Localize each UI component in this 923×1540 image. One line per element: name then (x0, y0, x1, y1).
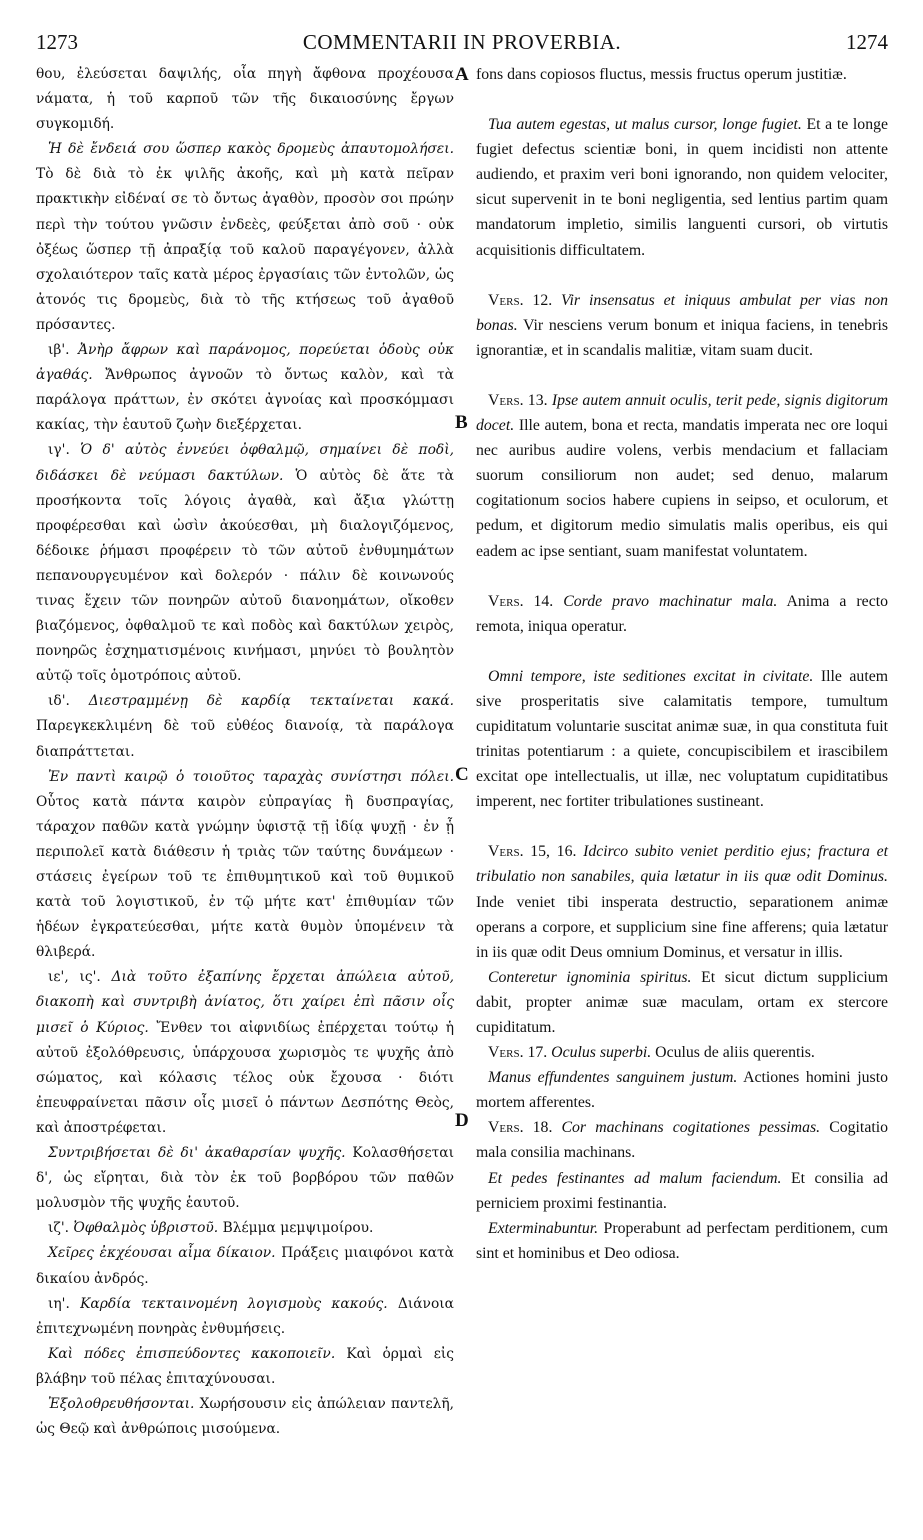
latin-text: Et sicut dictum supplicium dabit, propter animæ suæ maculam, ortam ex stercore cupiditatum. (476, 968, 888, 1036)
verse-label: Vers. 14. (488, 592, 554, 610)
greek-column (36, 62, 454, 1442)
greek-text: Ἄνθρωπος ἀγνοῶν τὸ ὄντως καλὸν, καὶ τὰ παράλογα πράττων, ἐν σκότει ἀγνοίας καὶ προσκόμμασι κακίας, τὴν ἑαυτοῦ ζωὴν διεξέρχεται. (36, 367, 454, 434)
latin-lemma: Vir insensatus et iniquus ambulat per vias non bonas. (476, 291, 888, 334)
greek-text: Καὶ ὁρμαὶ εἰς βλάβην τοῦ πέλας ἐπιταχύνουσαι. (36, 1345, 454, 1387)
greek-text: Βλέμμα μεμψιμοίρου. (218, 1220, 374, 1237)
verse-number: ιε', ις'. (48, 969, 112, 986)
greek-paragraph (36, 689, 454, 764)
greek-lemma: Ἀνὴρ ἄφρων καὶ παράνομος, πορεύεται ὁδοὺς οὐκ ἀγαθάς. (36, 342, 455, 384)
latin-paragraph (476, 112, 888, 263)
latin-lemma: Omni tempore, iste seditiones excitat in civitate. (488, 667, 814, 685)
latin-lemma: Corde pravo machinatur mala. (553, 592, 778, 610)
latin-paragraph (476, 839, 888, 964)
latin-text: Et consilia ad perniciem proximi festinantia. (476, 1169, 888, 1212)
page-number-right: 1274 (846, 30, 888, 54)
latin-text: Actiones homini justo mortem afferentes. (476, 1069, 888, 1112)
greek-paragraph (36, 765, 454, 966)
latin-lemma: Conteretur ignominia spiritus. (488, 968, 692, 986)
greek-paragraph (36, 62, 454, 137)
greek-paragraph (36, 1392, 454, 1442)
verse-number: ιβ'. (48, 342, 79, 359)
greek-lemma: Ἡ δὲ ἔνδειά σου ὥσπερ κακὸς δρομεὺς ἀπαυτομολήσει. (48, 141, 454, 158)
greek-lemma: Καρδία τεκταινομένη λογισμοὺς κακούς. (80, 1295, 388, 1312)
latin-lemma: Ipse autem annuit oculis, terit pede, signis digitorum docet. (476, 391, 888, 435)
greek-text: θου, ἐλεύσεται δαψιλής, οἷα πηγὴ ἄφθονα προχέουσα νάματα, ἡ τοῦ καρποῦ τῶν τῆς δικαιοσύνης ἔργων συγκομιδή. (36, 66, 454, 133)
page-header (36, 30, 888, 64)
greek-paragraph (36, 438, 454, 689)
greek-lemma: Ὁ δ' αὐτὸς ἐννεύει ὀφθαλμῷ, σημαίνει δὲ ποδὶ, διδάσκει δὲ νεύμασι δακτύλων. (36, 442, 454, 484)
verse-label: Vers. 18. (488, 1119, 553, 1137)
greek-paragraph (36, 137, 454, 338)
verse-number: ιγ'. (48, 442, 81, 459)
latin-paragraph (476, 965, 888, 1040)
greek-lemma: Ἐξολοθρευθήσονται. (48, 1395, 195, 1412)
greek-lemma: Συντριβήσεται δὲ δι' ἀκαθαρσίαν ψυχῆς. (48, 1145, 346, 1162)
latin-paragraph (476, 388, 888, 564)
margin-marker-b: B (455, 412, 468, 433)
verse-number: ιδ'. (48, 693, 89, 710)
latin-lemma: Manus effundentes sanguinem justum. (488, 1069, 738, 1087)
page-number-left: 1273 (36, 30, 78, 54)
greek-paragraph (36, 965, 454, 1141)
greek-lemma: Διεστραμμένῃ δὲ καρδίᾳ τεκταίνεται κακά. (88, 693, 455, 710)
latin-paragraph (476, 589, 888, 639)
margin-marker-c: C (455, 764, 469, 785)
greek-paragraph (36, 338, 454, 438)
latin-text: fons dans copiosos fluctus, messis fructus operum justitiæ. (476, 66, 847, 83)
latin-text: Cogitatio mala consilia machinans. (476, 1119, 889, 1162)
greek-text: Οὗτος κατὰ πάντα καιρὸν εὐπραγίας ἢ δυσπραγίας, τάραχον παθῶν κατὰ γνώμην ὑφιστᾷ τῇ ἰδίᾳ ψυχῇ · ἐν ᾗ περιπολεῖ κατὰ διάθεσιν ἡ τριὰς τῶν ταύτης δυνάμεων · στάσεις ἐγείρων τοῦ τε ἐπιθυμητικοῦ καὶ τοῦ θυμικοῦ κατὰ τοῦ λογιστικοῦ, ἐν τῷ μήτε κατ' ἐπιθυμίαν τῶν ἡδέων ἐγκρατεύεσθαι, μήτε κατὰ θυμὸν ὑπομένειν τὰ θλιβερά. (36, 793, 454, 961)
greek-text: Πράξεις μιαιφόνοι κατὰ δικαίου ἀνδρός. (36, 1245, 454, 1287)
greek-text: Ἔνθεν τοι αἰφνιδίως ἐπέρχεται τούτῳ ἡ αὐτοῦ ἐξολόθρευσις, ὑπάρχουσα χωρισμὸς τε ψυχῆς ἀπὸ σώματος, καὶ κόλασις τέλος οὐκ ἔχουσα · διότι ἐπευφραίνεται πᾶσιν οἷς μισεῖ ὁ πάντων Δεσπότης Θεὸς, καὶ ἀποστρέφεται. (36, 1019, 454, 1136)
greek-text: Κολασθήσεται δ', ὡς εἴρηται, διὰ τὸν ἐκ τοῦ βορβόρου τῶν παθῶν μολυσμὸν τῆς ψυχῆς ἑαυτοῦ. (36, 1145, 454, 1212)
latin-lemma: Oculus superbi. (547, 1044, 652, 1062)
verse-label: Vers. 17. (488, 1044, 548, 1062)
latin-text: Vir nesciens verum bonum et iniqua faciens, in tenebris ignorantiæ, et in scandalis malitiæ, vitam suam ducit. (476, 316, 888, 359)
running-title: COMMENTARII IN PROVERBIA. (302, 30, 622, 54)
latin-lemma: Cor machinans cogitationes pessimas. (552, 1119, 821, 1137)
verse-number: ιζ'. (48, 1220, 74, 1237)
greek-paragraph (36, 1292, 454, 1342)
latin-text: Properabunt ad perfectam perditionem, cum sint et hominibus et Deo odiosa. (476, 1219, 888, 1262)
latin-lemma: Exterminabuntur. (488, 1219, 599, 1237)
greek-lemma: Ἐν παντὶ καιρῷ ὁ τοιοῦτος ταραχὰς συνίστησι πόλει. (48, 768, 454, 785)
greek-lemma: Διὰ τοῦτο ἐξαπίνης ἔρχεται ἀπώλεια αὐτοῦ, διακοπὴ καὶ συντριβὴ ἀνίατος, ὅτι χαίρει ἐπὶ πᾶσιν οἷς μισεῖ ὁ Κύριος. (36, 969, 454, 1036)
latin-paragraph (476, 1166, 888, 1216)
margin-marker-d: D (455, 1110, 469, 1131)
verse-label: Vers. 13. (488, 391, 548, 409)
latin-paragraph (476, 1040, 888, 1065)
greek-paragraph (36, 1342, 454, 1392)
latin-text: Oculus de aliis querentis. (651, 1044, 815, 1062)
latin-text: Ille autem sive prosperitatis sive calamitatis tempore, tumultum cupiditatum voluntarie suscitat animæ suæ, in qua constituta fuit trinitas potentiarum : a quiete, concupiscibilem et irascibilem excitat ope intellectualis, ut illæ, nec voluptatum cupiditatibus imperent, nec fortiter tribulationes sustineant. (476, 667, 889, 811)
latin-paragraph (476, 664, 888, 815)
greek-paragraph (36, 1141, 454, 1216)
greek-text: Διάνοια ἐπιτεχνωμένη πονηρὰς ἐνθυμήσεις. (36, 1295, 454, 1337)
latin-text: Et a te longe fugiet defectus scientiæ boni, in quem incidisti non attente audiendo, et praxim veri boni ignorando, non quidem velociter, sicut supervenit in te boni negligentia, sed lentius partim quam mandatorum impletio, similis languenti cursori, ob virtutis acquisitionis difficultatem. (476, 116, 888, 259)
latin-text: Anima a recto remota, iniqua operatur. (476, 592, 888, 635)
latin-text: Inde veniet tibi insperata destructio, separationem animæ operans a corpore, et supplicium sine fine afferens; quia lætatur in iis quæ odit Deus omnium Dominus, et versatur in illis. (476, 893, 888, 961)
greek-paragraph (36, 1216, 454, 1241)
margin-marker-a: A (455, 64, 469, 85)
latin-lemma: Tua autem egestas, ut malus cursor, longe fugiet. (488, 116, 802, 134)
greek-lemma: Ὀφθαλμὸς ὑβριστοῦ. (73, 1220, 219, 1237)
greek-lemma: Χεῖρες ἐκχέουσαι αἷμα δίκαιον. (48, 1245, 276, 1262)
latin-lemma: Idcirco subito veniet perditio ejus; fractura et tribulatio non sanabiles, quia lætatur in iis quæ odit Dominus. (476, 843, 888, 886)
verse-label: Vers. 15, 16. (488, 843, 577, 861)
latin-text: Ille autem, bona et recta, mandatis imperata nec ore loqui nec auribus audire volens, verbis mendacium et fallaciam suorum consiliorum non audet; sed denuo, malarum cogitationum socios habere cupiens in seipso, et oculorum, et pedum, et digitorum medio simulatis malis operibus, eis qui eadem ac ipse sentiant, suam manifestat voluntatem. (476, 417, 888, 560)
greek-text: Παρεγκεκλιμένη δὲ τοῦ εὐθέος διανοίᾳ, τὰ παράλογα διαπράττεται. (36, 718, 454, 760)
greek-text: Χωρήσουσιν εἰς ἀπώλειαν παντελῆ, ὡς Θεῷ καὶ ἀνθρώποις μισούμενα. (36, 1395, 454, 1438)
latin-lemma: Et pedes festinantes ad malum faciendum. (488, 1169, 782, 1187)
verse-number: ιη'. (48, 1295, 81, 1312)
latin-column (476, 62, 888, 1266)
latin-paragraph (476, 1216, 888, 1266)
latin-paragraph (476, 288, 888, 363)
greek-paragraph (36, 1241, 454, 1291)
verse-label: Vers. 12. (488, 291, 553, 309)
greek-text: Ὁ αὐτὸς δὲ ἅτε τὰ προσήκοντα τοῖς λόγοις ἀγαθὰ, καὶ ἄξια γλώττῃ προφέρεσθαι καὶ ὠσὶν ἀκούεσθαι, μὴ διαλογιζόμενος, δέδοικε ῥήμασι προφέρειν τὸ τῶν αὐτοῦ ἐνθυμημάτων πεπανουργευμένον καὶ δολερόν · πάλιν δὲ κοινωνούς τινας ἔχειν τῶν πονηρῶν αὐτοῦ διανοημάτων, οἴκοθεν βιαζόμενος, ὀφθαλμοῦ τε καὶ ποδὸς καὶ δακτύλων χειρὸς, πονηρῶς ἐσχηματισμένοις κινήμασι, μηνύει τὸ βουλητὸν αὐτῷ τοῖς ὁμοτρόποις αὐτοῦ. (36, 467, 455, 685)
greek-text: Τὸ δὲ διὰ τὸ ἐκ ψιλῆς ἀκοῆς, καὶ μὴ κατὰ πεῖραν πρακτικὴν εἰδέναί σε τὸ ὄντως ἀγαθὸν, προσὸν σοι πρώην περὶ τὴν τούτου γνῶσιν ἐνδεὲς, φεύξεται ἀπὸ σοῦ · οὐκ ὀξέως ὥσπερ τῇ ἀπραξίᾳ τοῦ καλοῦ παραγέγονεν, ἀλλὰ σχολαιότερον ταῖς κατὰ μέρος ἐργασίαις τῶν ἐντολῶν, ὡς ἀτονός τις δρομεὺς, διὰ τὸ τῆς κτήσεως τοῦ ἀγαθοῦ πρόσαντες. (36, 166, 454, 333)
latin-paragraph (476, 1065, 888, 1115)
latin-paragraph (476, 1115, 888, 1165)
greek-lemma: Καὶ πόδες ἐπισπεύδοντες κακοποιεῖν. (48, 1345, 336, 1362)
latin-paragraph (476, 62, 888, 87)
